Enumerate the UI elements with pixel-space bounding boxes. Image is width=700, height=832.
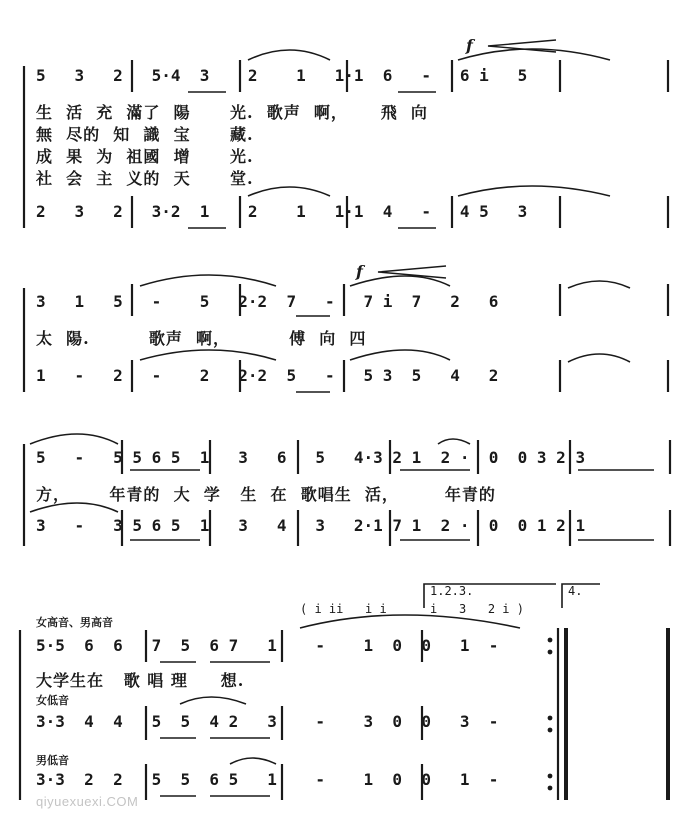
slur xyxy=(300,615,520,628)
lyric-verse-3: 成 果 为 祖國 增 光. xyxy=(36,147,254,166)
bass-notes-row4: 3·3 2 2 5 5 6 5 1 - 1 0 0 1 - xyxy=(36,770,499,789)
lyric-row3: 方， 年青的 大 学 生 在 歌唱生 活， 年青的 xyxy=(36,485,496,504)
crescendo-hairpin xyxy=(488,40,556,52)
slur xyxy=(140,275,276,286)
repeat-dot xyxy=(548,650,553,655)
repeat-dot xyxy=(548,638,553,643)
slur xyxy=(568,354,630,362)
slur xyxy=(230,758,276,764)
slur xyxy=(568,281,630,288)
slur xyxy=(350,350,450,360)
repeat-dot xyxy=(548,728,553,733)
repeat-dot xyxy=(548,716,553,721)
alto-notes-row3: 3 - 3 5 6 5 1 3 4 3 2·1 7 1 2 · 0 0 1 2 1 xyxy=(36,516,586,535)
soprano-notes-row2: 3 1 5 - 5 2·2 7 - 7 i 7 2 6 xyxy=(36,292,499,311)
volta-label-1: 1.2.3. xyxy=(430,584,474,598)
dynamic-forte: f xyxy=(466,36,473,55)
slur xyxy=(248,50,330,60)
slur xyxy=(30,434,118,444)
alto-notes-row1: 2 3 2 3·2 1 2 1 1·1 4 - 4 5 3 xyxy=(36,202,528,221)
voice-label-soprano-tenor: 女高音、男高音 xyxy=(36,616,113,629)
watermark: qiyuexuexi.COM xyxy=(36,794,139,809)
soprano-notes-row4: 5·5 6 6 7 5 6 7 1 - 1 0 0 1 - xyxy=(36,636,499,655)
instrument-cue: ( i ii i i i 3 2 i ) xyxy=(300,602,524,616)
soprano-notes-row1: 5 3 2 5·4 3 2 1 1·1 6 - 6 i 5 xyxy=(36,66,528,85)
lyric-row2: 太 陽. 歌声 啊， 傅 向 四 xyxy=(36,329,367,348)
lyric-verse-1: 生 活 充 滿了 陽 光. 歌声 啊， 飛 向 xyxy=(36,103,428,122)
dynamic-forte: f xyxy=(356,262,363,281)
voice-label-bass: 男低音 xyxy=(36,754,69,767)
alto-notes-row2: 1 - 2 - 2 2·2 5 - 5 3 5 4 2 xyxy=(36,366,499,385)
repeat-dot xyxy=(548,774,553,779)
lyric-row4: 大学生在 歌 唱 理 想. xyxy=(36,671,245,690)
slur xyxy=(438,439,470,444)
volta-label-2: 4. xyxy=(568,584,583,598)
alto-notes-row4: 3·3 4 4 5 5 4 2 3 - 3 0 0 3 - xyxy=(36,712,499,731)
slur xyxy=(458,186,610,196)
slur xyxy=(180,697,246,704)
lyric-verse-2: 無 尽的 知 識 宝 藏. xyxy=(36,125,254,144)
soprano-notes-row3: 5 - 5 5 6 5 1 3 6 5 4·3 2 1 2 · 0 0 3 2 3 xyxy=(36,448,586,467)
voice-label-alto: 女低音 xyxy=(36,694,69,707)
repeat-dot xyxy=(548,786,553,791)
lyric-verse-4: 社 会 主 义的 天 堂. xyxy=(36,169,254,188)
slur xyxy=(140,350,276,360)
slur xyxy=(248,187,330,196)
